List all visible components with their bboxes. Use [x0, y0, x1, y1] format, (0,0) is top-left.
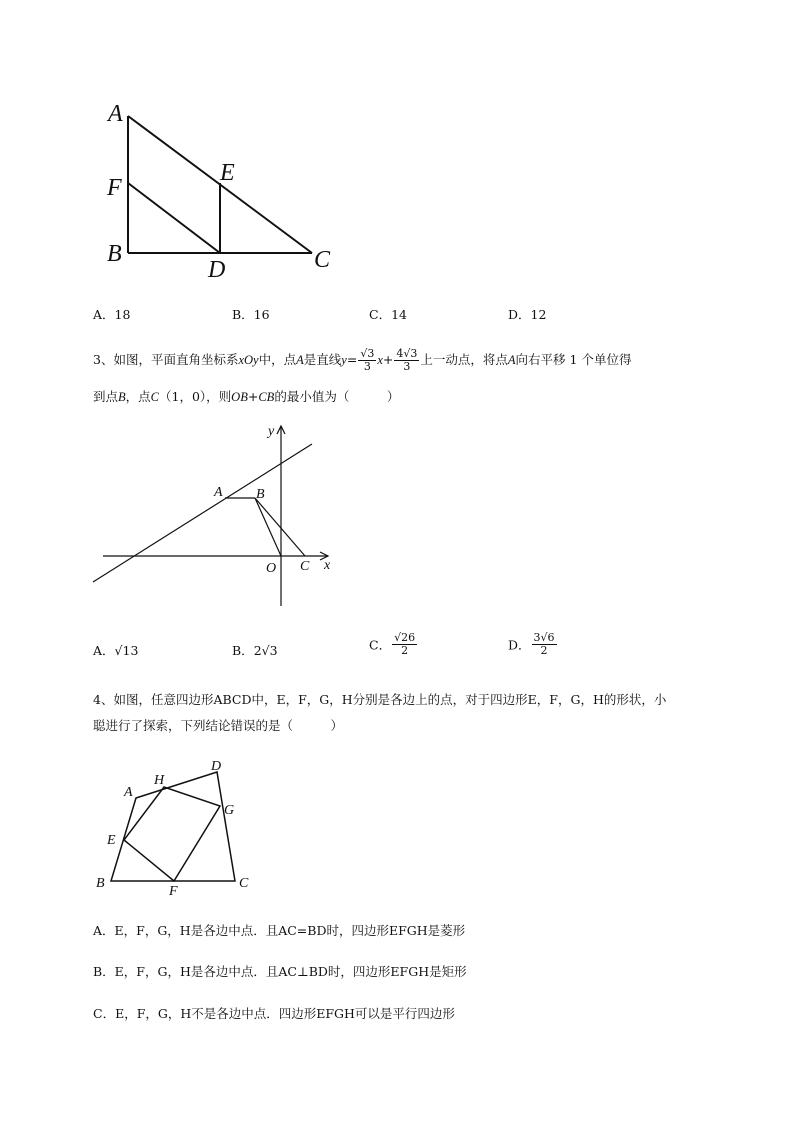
q4-option-c[interactable]: C．E，F，G，H不是各边中点．四边形EFGH可以是平行四边形 [93, 1006, 455, 1021]
q3-option-b[interactable] [232, 641, 278, 659]
q3-text: 向右平移 1 个单位得 [515, 352, 632, 367]
q3-text: y [341, 353, 347, 367]
q3-frac1-den: 3 [363, 360, 371, 373]
point-c-label: C [300, 559, 310, 574]
q3-option-d-den: 2 [540, 644, 548, 657]
quad-label-e: E [107, 833, 116, 848]
quad-label-a: A [124, 785, 133, 800]
q3-text: （1，0），则 [159, 389, 232, 404]
q3-text: OB [231, 390, 248, 404]
q3-fraction-1 [358, 348, 376, 373]
point-b-label: B [256, 487, 265, 502]
q3-option-d-fraction [532, 632, 557, 657]
quad-label-h: H [154, 773, 165, 788]
q3-text: 中，点 [258, 352, 297, 367]
q3-text: + [247, 389, 259, 404]
q3-option-c-den: 2 [401, 644, 409, 657]
q3-text: A [296, 353, 304, 367]
q3-frac2-den: 3 [403, 360, 411, 373]
label-b: B [107, 241, 122, 267]
figure-quadrilateral [90, 753, 265, 898]
point-a-label: A [214, 485, 223, 500]
q4-option-b[interactable]: B．E，F，G，H是各边中点．且AC⊥BD时，四边形EFGH是矩形 [93, 964, 467, 979]
quad-label-g: G [224, 803, 235, 818]
q4-option-a[interactable]: A．E，F，G，H是各边中点．且AC=BD时，四边形EFGH是菱形 [93, 923, 466, 938]
label-d: D [208, 257, 226, 280]
label-a: A [108, 101, 123, 127]
q3-option-b-label: B． [232, 643, 254, 658]
label-e: E [220, 160, 235, 186]
q3-option-a-label: A． [93, 643, 115, 658]
q3-fraction-2 [394, 348, 419, 373]
label-f: F [107, 175, 122, 201]
quad-label-f: F [169, 884, 178, 898]
q3-frac1-num: √3 [360, 347, 375, 360]
quad-label-b: B [96, 876, 105, 891]
figure-coordinate-plane [90, 420, 350, 615]
q3-text: + [382, 352, 394, 367]
q3-text: A [507, 353, 516, 367]
q3-line-1 [93, 345, 631, 375]
q2-option-a[interactable]: A．18 [93, 307, 131, 322]
q3-option-b-value: 2√3 [253, 643, 278, 658]
q3-text: xOy [238, 353, 259, 367]
q3-text: CB [258, 390, 275, 404]
q3-text: 是直线 [303, 352, 342, 367]
q3-option-c[interactable] [369, 632, 418, 657]
q3-option-c-num: √26 [394, 631, 416, 644]
q4-line-2: 聪进行了探索，下列结论错误的是（ ） [93, 718, 344, 733]
q2-option-c[interactable]: C．14 [369, 307, 407, 322]
q3-option-a[interactable] [93, 641, 138, 659]
figure-triangle-abc [100, 95, 350, 280]
q3-option-c-label: C． [369, 637, 392, 653]
q3-text: B [118, 390, 126, 404]
q3-text: ，点 [125, 389, 151, 404]
q3-text: 3、如图，平面直角坐标系 [93, 352, 239, 367]
q4-line-1: 4、如图，任意四边形ABCD中，E，F，G，H分别是各边上的点，对于四边形E，F，G，H的形状，小 [93, 692, 667, 707]
axis-x-label: x [324, 558, 331, 573]
q3-text: x [377, 353, 383, 367]
q3-frac2-num: 4√3 [396, 347, 418, 360]
q2-option-b[interactable]: B．16 [232, 307, 270, 322]
q3-text: 到点 [93, 389, 119, 404]
axis-y-label: y [268, 424, 275, 439]
quad-label-d: D [211, 759, 222, 774]
q3-text: = [346, 352, 358, 367]
q3-option-d-num: 3√6 [533, 631, 555, 644]
q3-option-c-fraction [392, 632, 417, 657]
q3-line-2 [93, 387, 399, 405]
q3-text: 的最小值为（ ） [274, 389, 400, 404]
q3-text: 上一动点，将点 [420, 352, 508, 367]
quad-label-c: C [239, 876, 249, 891]
q3-option-d[interactable] [508, 632, 558, 657]
q3-option-d-label: D． [508, 637, 531, 653]
q2-option-d[interactable]: D．12 [508, 307, 547, 322]
origin-label: O [266, 561, 277, 576]
q3-option-a-value: √13 [114, 643, 139, 658]
label-c: C [314, 247, 331, 273]
q3-text: C [150, 390, 160, 404]
